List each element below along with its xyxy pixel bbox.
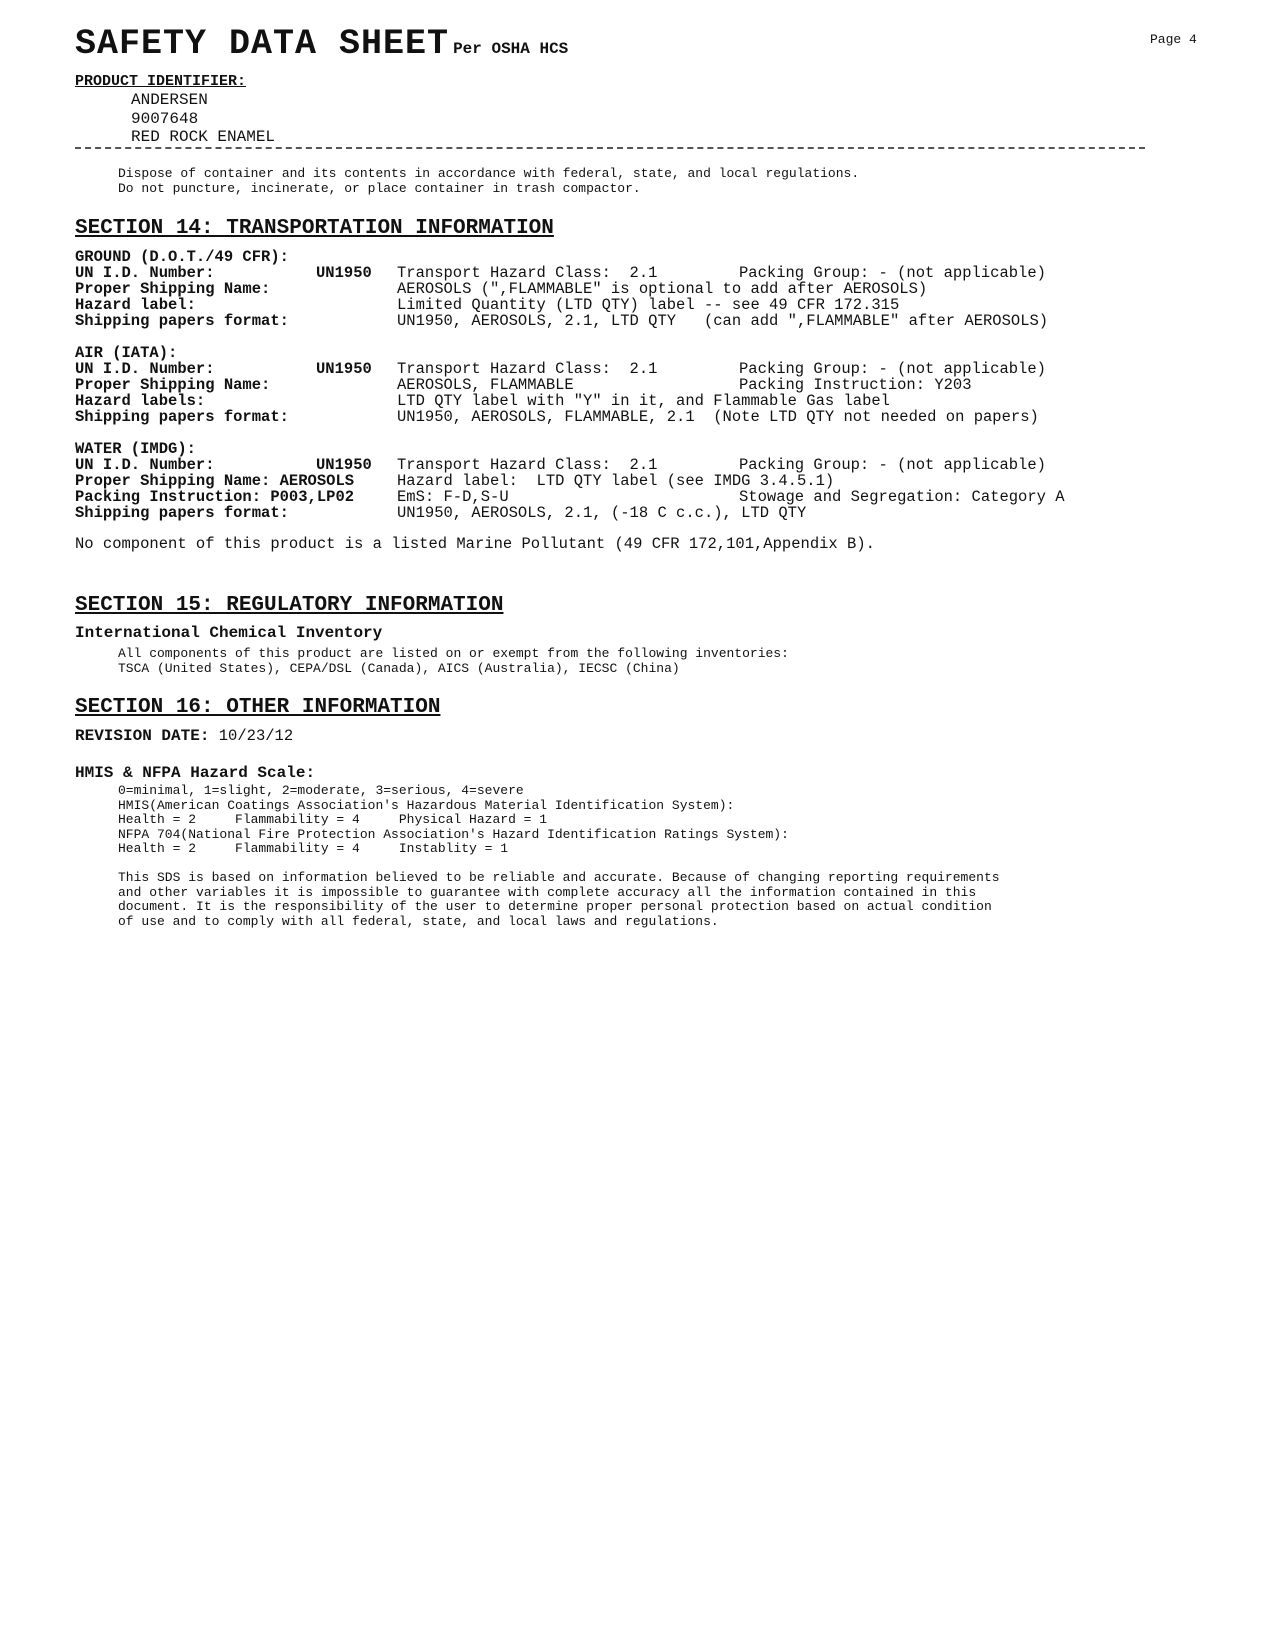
disposal-line: Do not puncture, incinerate, or place container in trash compactor.: [118, 180, 641, 196]
marine-pollutant-note: No component of this product is a listed Marine Pollutant (49 CFR 172,101,Appendix B).: [75, 535, 875, 553]
section-16-title: SECTION 16: OTHER INFORMATION: [75, 696, 441, 719]
air-packing-instruction: Packing Instruction: Y203: [739, 376, 972, 394]
scale-line: Health = 2 Flammability = 4 Physical Hazard = 1: [118, 812, 548, 827]
air-hazard-row: [75, 392, 890, 410]
air-un-row: [75, 360, 1046, 378]
page-number: Page 4: [1150, 32, 1197, 47]
dashed-divider: [75, 147, 1145, 149]
air-papers-label: Shipping papers format:: [75, 408, 289, 426]
air-packing-group: Packing Group: - (not applicable): [739, 360, 1046, 378]
ground-psn-label: Proper Shipping Name:: [75, 280, 271, 298]
product-identifier-label: PRODUCT IDENTIFIER:: [75, 73, 247, 90]
water-papers-label: Shipping papers format:: [75, 504, 289, 522]
water-un-row: [75, 456, 1046, 474]
water-packing-row: [75, 488, 1065, 506]
ground-hazard-row: [75, 296, 900, 314]
product-code: 9007648: [131, 109, 199, 128]
ground-hazard-value: Limited Quantity (LTD QTY) label -- see 49 CFR 172.315: [397, 296, 900, 314]
section-15-title: SECTION 15: REGULATORY INFORMATION: [75, 594, 504, 617]
water-packing-label: Packing Instruction: P003,LP02: [75, 488, 355, 506]
air-un-label: UN I.D. Number:: [75, 360, 215, 378]
ground-papers-row: [75, 312, 1049, 330]
ground-papers-value: UN1950, AEROSOLS, 2.1, LTD QTY (can add ",FLAMMABLE" after AEROSOLS): [397, 312, 1049, 330]
water-heading-text: WATER (IMDG):: [75, 440, 196, 458]
ground-un-row: [75, 264, 1046, 282]
air-psn-label: Proper Shipping Name:: [75, 376, 271, 394]
water-papers-value: UN1950, AEROSOLS, 2.1, (-18 C c.c.), LTD QTY: [397, 504, 807, 522]
air-hazard-value: LTD QTY label with "Y" in it, and Flammable Gas label: [397, 392, 890, 410]
air-papers-value: UN1950, AEROSOLS, FLAMMABLE, 2.1 (Note LTD QTY not needed on papers): [397, 408, 1039, 426]
product-brand: ANDERSEN: [131, 91, 208, 109]
ground-hazard-class: Transport Hazard Class: 2.1: [397, 264, 658, 282]
disposal-line: Dispose of container and its contents in accordance with federal, state, and local regulations.: [118, 166, 860, 181]
scale-line: Health = 2 Flammability = 4 Instablity = 1: [118, 841, 509, 856]
product-name: RED ROCK ENAMEL: [131, 128, 276, 146]
air-hazard-label: Hazard labels:: [75, 392, 206, 410]
inventory-line: TSCA (United States), CEPA/DSL (Canada), AICS (Australia), IECSC (China): [118, 660, 680, 676]
water-hazard-label: Hazard label: LTD QTY label (see IMDG 3.4.5.1): [397, 472, 835, 490]
water-ems: EmS: F-D,S-U: [397, 488, 509, 506]
chemical-inventory-heading: International Chemical Inventory: [75, 624, 383, 642]
disclaimer-line: of use and to comply with all federal, state, and local laws and regulations.: [118, 913, 719, 929]
section-14-title: SECTION 14: TRANSPORTATION INFORMATION: [75, 217, 554, 240]
document-title-text: SAFETY DATA SHEET: [75, 24, 450, 64]
air-psn-value: AEROSOLS, FLAMMABLE: [397, 376, 574, 394]
water-un-label: UN I.D. Number:: [75, 456, 215, 474]
disclaimer-text: [118, 871, 1000, 929]
scale-line: NFPA 704(National Fire Protection Association's Hazard Identification Ratings System):: [118, 826, 789, 842]
scale-line: 0=minimal, 1=slight, 2=moderate, 3=serious, 4=severe: [118, 783, 524, 798]
water-hazard-class: Transport Hazard Class: 2.1: [397, 456, 658, 474]
revision-date-value: 10/23/12: [218, 727, 294, 745]
ground-hazard-label: Hazard label:: [75, 296, 196, 314]
disposal-text: [118, 167, 859, 196]
water-psn-label: Proper Shipping Name: AEROSOLS: [75, 472, 355, 490]
air-papers-row: [75, 408, 1039, 426]
document-subtitle: Per OSHA HCS: [453, 40, 569, 58]
revision-date-label: REVISION DATE:: [75, 727, 210, 745]
water-psn-row: [75, 472, 835, 490]
product-identifier-lines: [131, 91, 275, 147]
revision-date-row: [75, 727, 293, 745]
water-papers-row: [75, 504, 807, 522]
ground-packing-group: Packing Group: - (not applicable): [739, 264, 1046, 282]
ground-un-label: UN I.D. Number:: [75, 264, 215, 282]
inventory-line: All components of this product are listed on or exempt from the following inventories:: [118, 646, 789, 661]
water-un-value: UN1950: [316, 456, 372, 474]
document-title: [75, 24, 568, 64]
ground-papers-label: Shipping papers format:: [75, 312, 289, 330]
ground-psn-value: AEROSOLS (",FLAMMABLE" is optional to add after AEROSOLS): [397, 280, 928, 298]
disclaimer-line: and other variables it is impossible to guarantee with complete accuracy all the information contained in this: [118, 884, 977, 900]
ground-psn-row: [75, 280, 928, 298]
air-hazard-class: Transport Hazard Class: 2.1: [397, 360, 658, 378]
inventory-text: [118, 647, 789, 676]
disclaimer-line: This SDS is based on information believed to be reliable and accurate. Because of changing reporting requirements: [118, 870, 1000, 885]
water-packing-group: Packing Group: - (not applicable): [739, 456, 1046, 474]
air-heading-text: AIR (IATA):: [75, 344, 178, 362]
ground-heading-text: GROUND (D.O.T./49 CFR):: [75, 248, 289, 266]
water-stowage: Stowage and Segregation: Category A: [739, 488, 1065, 506]
ground-un-value: UN1950: [316, 264, 372, 282]
air-psn-row: [75, 376, 972, 394]
hmis-nfpa-heading: HMIS & NFPA Hazard Scale:: [75, 764, 316, 782]
scale-line: HMIS(American Coatings Association's Hazardous Material Identification System):: [118, 797, 735, 813]
disclaimer-line: document. It is the responsibility of the user to determine proper personal protection based on actual condition: [118, 899, 992, 914]
hazard-scale-text: [118, 784, 789, 857]
air-un-value: UN1950: [316, 360, 372, 378]
